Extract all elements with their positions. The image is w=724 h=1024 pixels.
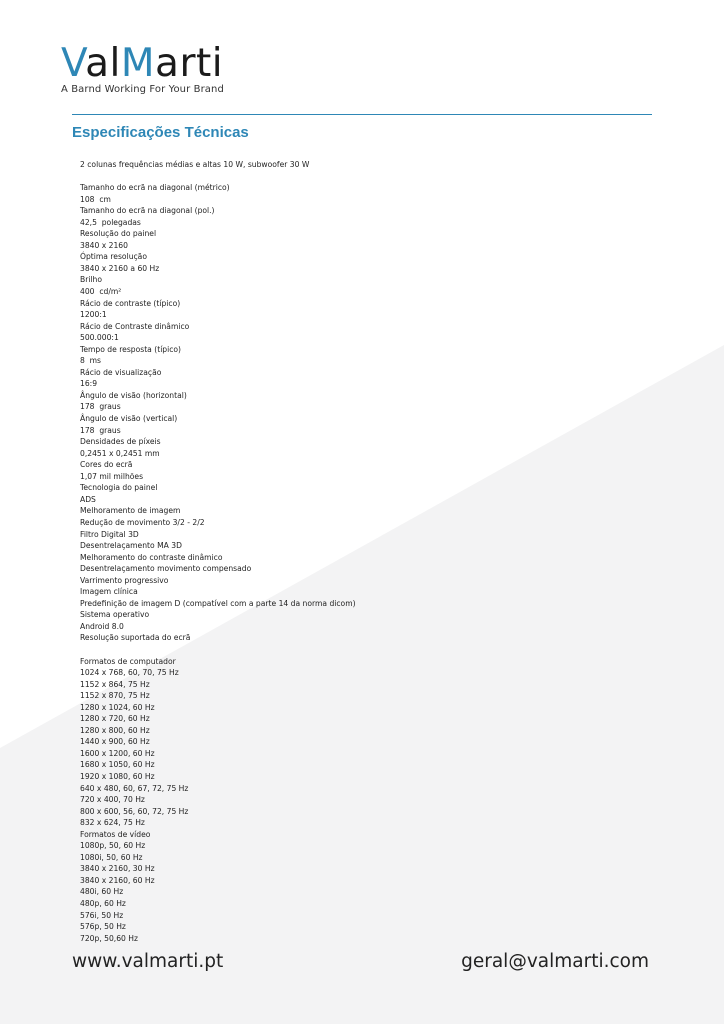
logo <box>61 41 224 95</box>
spec-line: 1280 x 720, 60 Hz <box>80 714 150 724</box>
spec-line: 480i, 60 Hz <box>80 887 124 897</box>
spec-line: Android 8.0 <box>80 621 124 631</box>
spec-line: 178 graus <box>80 402 121 412</box>
spec-line: Rácio de contraste (típico) <box>80 298 181 308</box>
spec-gap <box>80 171 356 183</box>
spec-line: 2 colunas frequências médias e altas 10 W, subwoofer 30 W <box>80 160 310 169</box>
spec-line: 3840 x 2160 <box>80 240 128 250</box>
spec-line: 1080i, 50, 60 Hz <box>80 852 143 862</box>
spec-line: Imagem clínica <box>80 587 138 597</box>
spec-line: 832 x 624, 75 Hz <box>80 818 145 828</box>
spec-line: 1440 x 900, 60 Hz <box>80 737 150 747</box>
spec-line: 1152 x 864, 75 Hz <box>80 679 150 689</box>
spec-line: Formatos de vídeo <box>80 829 151 839</box>
spec-line: Cores do ecrã <box>80 460 133 470</box>
spec-line: 640 x 480, 60, 67, 72, 75 Hz <box>80 783 189 793</box>
spec-line: ADS <box>80 494 96 504</box>
spec-line: 576i, 50 Hz <box>80 910 124 920</box>
spec-line: Tamanho do ecrã na diagonal (pol.) <box>80 206 215 216</box>
spec-line: 720 x 400, 70 Hz <box>80 795 145 805</box>
spec-line: Densidades de píxeis <box>80 437 161 447</box>
spec-line: Rácio de visualização <box>80 367 162 377</box>
spec-line: 800 x 600, 56, 60, 72, 75 Hz <box>80 806 189 816</box>
spec-line: 1200:1 <box>80 310 107 320</box>
email-link[interactable]: geral@valmarti.com <box>461 951 649 972</box>
spec-line: 1680 x 1050, 60 Hz <box>80 760 155 770</box>
spec-line: Resolução do painel <box>80 229 157 239</box>
spec-line: Tecnologia do painel <box>80 483 158 493</box>
spec-line: 500.000:1 <box>80 333 119 343</box>
spec-line: Tempo de resposta (típico) <box>80 344 182 354</box>
spec-line: 1024 x 768, 60, 70, 75 Hz <box>80 668 179 678</box>
spec-line: 108 cm <box>80 194 111 204</box>
spec-line: Óptima resolução <box>80 252 147 262</box>
spec-line: 1280 x 800, 60 Hz <box>80 725 150 735</box>
spec-line: Redução de movimento 3/2 - 2/2 <box>80 517 205 527</box>
spec-line: 42,5 polegadas <box>80 217 141 227</box>
logo-wordmark: ValMarti <box>61 41 224 86</box>
spec-line: 400 cd/m² <box>80 287 122 297</box>
spec-line: 0,2451 x 0,2451 mm <box>80 448 160 458</box>
spec-line: Melhoramento de imagem <box>80 506 181 516</box>
spec-line: 720p, 50,60 Hz <box>80 933 138 943</box>
spec-gap <box>80 644 356 656</box>
spec-line: Desentrelaçamento MA 3D <box>80 541 182 551</box>
spec-line: 3840 x 2160, 30 Hz <box>80 864 155 874</box>
spec-line: Ângulo de visão (vertical) <box>80 414 178 424</box>
spec-line: 1600 x 1200, 60 Hz <box>80 748 155 758</box>
spec-line: Tamanho do ecrã na diagonal (métrico) <box>80 183 230 193</box>
spec-line: 1280 x 1024, 60 Hz <box>80 702 155 712</box>
spec-line: 1080p, 50, 60 Hz <box>80 841 146 851</box>
page-title: Especificações Técnicas <box>72 124 249 141</box>
website-link[interactable]: www.valmarti.pt <box>72 951 224 972</box>
spec-line: Brilho <box>80 275 103 285</box>
spec-line: 3840 x 2160 a 60 Hz <box>80 263 160 273</box>
spec-line: Filtro Digital 3D <box>80 529 139 539</box>
spec-line: Predefinição de imagem D (compatível com a parte 14 da norma dicom) <box>80 598 356 608</box>
spec-line: Varrimento progressivo <box>80 575 169 585</box>
spec-line: 3840 x 2160, 60 Hz <box>80 875 155 885</box>
spec-line: Desentrelaçamento movimento compensado <box>80 564 252 574</box>
spec-line: Ângulo de visão (horizontal) <box>80 390 187 400</box>
spec-line: 8 ms <box>80 356 102 366</box>
spec-line: Formatos de computador <box>80 656 176 666</box>
spec-line: Rácio de Contraste dinâmico <box>80 321 190 331</box>
spec-line: 16:9 <box>80 379 98 389</box>
header-divider <box>72 114 652 115</box>
spec-line: Melhoramento do contraste dinâmico <box>80 552 223 562</box>
spec-line: 1920 x 1080, 60 Hz <box>80 771 155 781</box>
logo-tagline: A Barnd Working For Your Brand <box>61 84 224 95</box>
spec-line: Sistema operativo <box>80 610 150 620</box>
spec-line: Resolução suportada do ecrã <box>80 633 191 643</box>
spec-line: 480p, 60 Hz <box>80 899 126 908</box>
spec-line: 1152 x 870, 75 Hz <box>80 691 150 701</box>
spec-line: 576p, 50 Hz <box>80 922 126 932</box>
spec-line: 1,07 mil milhões <box>80 471 144 481</box>
spec-line: 178 graus <box>80 425 121 435</box>
specifications-list <box>80 159 356 944</box>
